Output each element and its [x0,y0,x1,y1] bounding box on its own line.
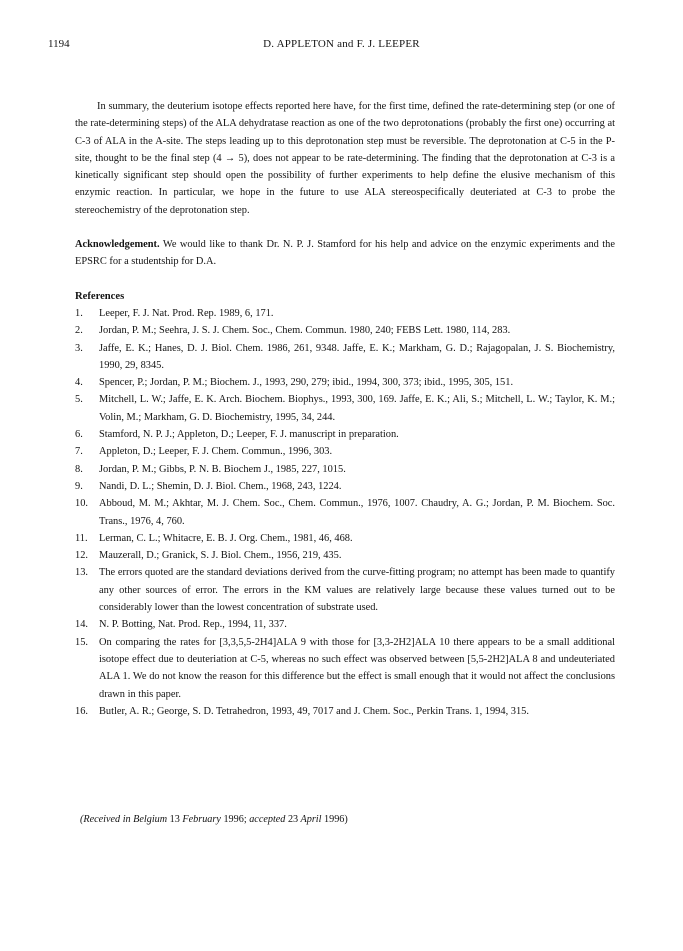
reference-text: The errors quoted are the standard deviations derived from the curve-fitting program; no attempt has been made to quantify any other sources of error. The errors in the KM values are relatively large because these values turned out to be considerably lower than the lowest concentration of substrate used. [99,567,615,614]
acknowledgement-text: We would like to thank Dr. N. P. J. Stamford for his help and advice on the enzymic experiments and the EPSRC for a studentship for D.A. [75,239,615,268]
reference-number: 8. [75,463,83,475]
reference-item [75,616,615,633]
reference-item [75,703,615,720]
reference-item [75,530,615,547]
reference-number: 10. [75,498,88,510]
reference-item [75,340,615,375]
reference-text: On comparing the rates for [3,3,5,5-2H4]ALA 9 with those for [3,3-2H2]ALA 10 there appears to be a small additional isotope effect due to deuteriation at C-5, whereas no such effect was observed between [5,5-2H2]ALA 8 and undeuteriated ALA 1. We do not know the reason for this difference but the effect is small enough that it would not affect the conclusions drawn in this paper. [99,636,615,700]
reference-item [75,391,615,426]
received-label: (Received in [80,814,131,825]
reference-text: Nandi, D. L.; Shemin, D. J. Biol. Chem., 1968, 243, 1224. [99,480,342,492]
reference-number: 4. [75,377,83,389]
reference-text: Appleton, D.; Leeper, F. J. Chem. Commun., 1996, 303. [99,446,333,458]
summary-paragraph: In summary, the deuterium isotope effects reported here have, for the first time, defined the rate-determining step (or one of the rate-determining steps) of the ALA dehydratase reaction as one of the two deprotonations (probably the first one) occurring at C-3 of ALA in the A-site. The steps leading up to this deprotonation step must be reversible. The deprotonation at C-5 in the P-site, thought to be the final step (4 → 5), does not appear to be rate-determining. The finding that the deprotonation at C-3 is a kinetically significant step should open the possibility of further experiments to help define the elusive mechanism of this enzymic reaction. In particular, we hope in the future to use ALA stereospecifically deuteriated at C-3 to probe the stereochemistry of the deprotonation step. [75,101,615,216]
received-line [80,814,348,825]
reference-number: 6. [75,429,83,441]
reference-number: 1. [75,307,83,319]
reference-item [75,426,615,443]
accepted-label: accepted [249,814,286,825]
reference-text: Mauzerall, D.; Granick, S. J. Biol. Chem., 1956, 219, 435. [99,550,342,562]
reference-number: 9. [75,480,83,492]
reference-text: Butler, A. R.; George, S. D. Tetrahedron, 1993, 49, 7017 and J. Chem. Soc., Perkin Trans. 1, 1994, 315. [99,705,529,717]
received-place: Belgium [133,814,168,825]
article-body [75,98,615,720]
accepted-year: 1996) [324,814,348,825]
reference-number: 7. [75,446,83,458]
reference-number: 3. [75,342,83,354]
reference-number: 13. [75,567,88,579]
reference-item [75,305,615,322]
reference-item [75,374,615,391]
reference-text: N. P. Botting, Nat. Prod. Rep., 1994, 11, 337. [99,619,287,631]
reference-item [75,564,615,616]
reference-text: Abboud, M. M.; Akhtar, M. J. Chem. Soc., Chem. Commun., 1976, 1007. Chaudry, A. G.; Jordan, P. M. Biochem. Soc. Trans., 1976, 4, 760. [99,498,615,527]
acknowledgement-heading: Acknowledgement. [75,239,160,251]
reference-text: Mitchell, L. W.; Jaffe, E. K. Arch. Biochem. Biophys., 1993, 300, 169. Jaffe, E. K.; Ali, S.; Mitchell, L. W.; Taylor, K. M.; Volin, M.; Markham, G. D. Biochemistry, 1995, 34, 244. [99,394,615,423]
reference-item [75,322,615,339]
reference-item [75,478,615,495]
reference-item [75,547,615,564]
reference-text: Leeper, F. J. Nat. Prod. Rep. 1989, 6, 171. [99,307,274,319]
reference-text: Spencer, P.; Jordan, P. M.; Biochem. J., 1993, 290, 279; ibid., 1994, 300, 373; ibid., 1995, 305, 151. [99,377,514,389]
reference-number: 2. [75,325,83,337]
accepted-day: 23 [287,814,299,825]
received-month: February [182,814,221,825]
received-day: 13 [169,814,180,825]
reference-number: 5. [75,394,83,406]
reference-item [75,443,615,460]
reference-item [75,495,615,530]
received-year: 1996; [223,814,247,825]
reference-number: 12. [75,550,88,562]
reference-number: 15. [75,636,88,648]
accepted-month: April [300,814,322,825]
reference-item [75,461,615,478]
reference-text: Jaffe, E. K.; Hanes, D. J. Biol. Chem. 1986, 261, 9348. Jaffe, E. K.; Markham, G. D.; Rajagopalan, J. S. Biochemistry, 1990, 29, 8345. [99,342,615,371]
reference-list [75,305,615,720]
reference-item [75,634,615,703]
reference-number: 16. [75,705,88,717]
reference-text: Jordan, P. M.; Gibbs, P. N. B. Biochem J., 1985, 227, 1015. [99,463,346,475]
reference-text: Lerman, C. L.; Whitacre, E. B. J. Org. Chem., 1981, 46, 468. [99,532,353,544]
reference-number: 14. [75,619,88,631]
reference-text: Jordan, P. M.; Seehra, J. S. J. Chem. Soc., Chem. Commun. 1980, 240; FEBS Lett. 1980, 114, 283. [99,325,511,337]
running-head: D. APPLETON and F. J. LEEPER [263,38,420,50]
page-number: 1194 [48,38,70,50]
acknowledgement [75,236,615,271]
reference-number: 11. [75,532,88,544]
references-heading: References [75,290,125,302]
reference-text: Stamford, N. P. J.; Appleton, D.; Leeper, F. J. manuscript in preparation. [99,429,399,441]
